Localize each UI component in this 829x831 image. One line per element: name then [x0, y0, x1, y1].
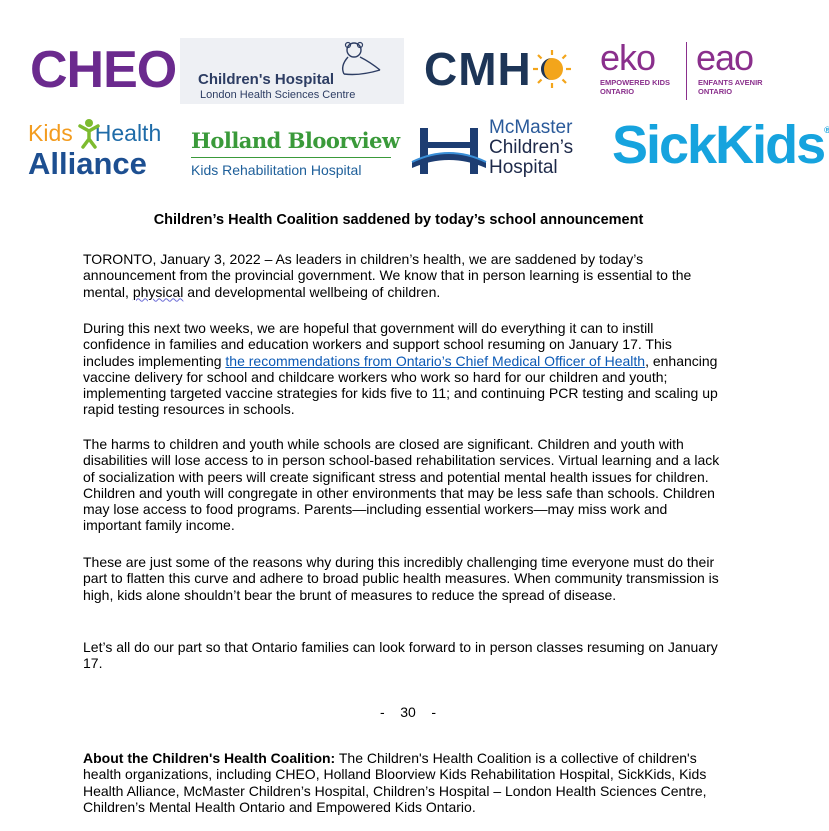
- child-figure-icon: [78, 118, 100, 148]
- eko-divider: [686, 42, 687, 100]
- holland-bloorview-logo: [191, 128, 400, 178]
- spellcheck-word: physical: [132, 283, 184, 300]
- paragraph-5: Let’s all do our part so that Ontario families can look forward to in person classes resuming on January 17.: [83, 639, 718, 672]
- holland-bloorview-subtitle: Kids Rehabilitation Hospital: [191, 162, 362, 178]
- childrens-hospital-name: Children's Hospital: [198, 71, 335, 88]
- document-title: Children’s Health Coalition saddened by today’s school announcement: [153, 212, 644, 228]
- eao-subtitle: ENFANTS AVENIR ONTARIO: [698, 78, 763, 96]
- about-paragraph: About the Children's Health Coalition: The Children's Health Coalition is a collective of children's health organizations, including CHEO, Holland Bloorview Kids Rehabilitation Hospital, SickKids, Kids Health Alliance, McMaster Children’s Hospital, Children’s Hospital – London Health Sciences Centre, Children’s Mental Health Ontario and Empowered Kids Ontario.: [83, 750, 707, 815]
- cheo-logo: CHEO: [30, 41, 177, 99]
- kids-health-alliance-logo: [28, 118, 168, 180]
- cmho-logo: [424, 43, 572, 95]
- paragraph-4: These are just some of the reasons why during this incredibly challenging time everyone must do their part to flatten this curve and adhere to broad public health measures. When community transmission is high, kids alone shouldn’t bear the brunt of measures to reduce the spread of disease.: [83, 554, 719, 603]
- kha-health-text: Health: [94, 120, 162, 146]
- childrens-hospital-london-logo: [180, 38, 404, 104]
- mcmaster-line1: McMaster: [489, 117, 573, 138]
- teddy-bear-icon: [330, 40, 388, 78]
- about-label: About the Children's Health Coalition:: [83, 750, 336, 766]
- kha-alliance-text: Alliance: [28, 146, 147, 181]
- paragraph-3: The harms to children and youth while schools are closed are significant. Children and youth with disabilities will lose access to in person school-based rehabilitation services. Virtual learning and a lack of socialization with peers will create significant stress and potential mental health issues for children. Children and youth will congregate in other environments that may be less safe than schools. Children may lose access to food programs. Parents—including essential workers—may miss work and important family income.: [83, 436, 720, 534]
- sun-icon: [532, 49, 572, 89]
- childrens-hospital-subtitle: London Health Sciences Centre: [200, 89, 356, 101]
- paragraph-2: During this next two weeks, we are hopeful that government will do everything it can to instill confidence in families and education workers and support school resuming on January 17. This includes implementing the recommendations from Ontario’s Chief Medical Officer of Health, enhancing vaccine delivery for school and childcare workers who work so hard for our children and youth; implementing targeted vaccine strategies for kids five to 11; and continuing PCR testing and scaling up rapid testing resources in schools.: [83, 320, 718, 418]
- mcmaster-line3: Hospital: [489, 157, 558, 178]
- sickkids-logo: [612, 115, 829, 175]
- cmoh-recommendations-link[interactable]: the recommendations from Ontario’s Chief Medical Officer of Health: [225, 352, 646, 369]
- cmho-letters: CMH: [424, 43, 532, 95]
- sickkids-registered-mark: ®: [824, 125, 829, 135]
- mcmaster-arch-icon: [412, 122, 486, 178]
- paragraph-1: TORONTO, January 3, 2022 – As leaders in children’s health, we are saddened by today’s announcement from the provincial government. We know that in person learning is essential to the mental, physical and developmental wellbeing of children.: [83, 251, 692, 300]
- holland-bloorview-divider: [191, 157, 391, 158]
- page-number: - 30 -: [380, 704, 437, 720]
- eao-wordmark: eao: [696, 37, 754, 78]
- mcmaster-childrens-logo: [412, 118, 592, 180]
- eko-wordmark: eko: [600, 37, 656, 78]
- holland-bloorview-name: Holland Bloorview: [191, 128, 400, 153]
- sickkids-wordmark: SickKids: [612, 115, 825, 175]
- eko-subtitle: EMPOWERED KIDS ONTARIO: [600, 78, 671, 96]
- mcmaster-line2: Children’s: [489, 137, 574, 158]
- eko-eao-logo: [600, 37, 770, 102]
- kha-kids-text: Kids: [28, 120, 73, 146]
